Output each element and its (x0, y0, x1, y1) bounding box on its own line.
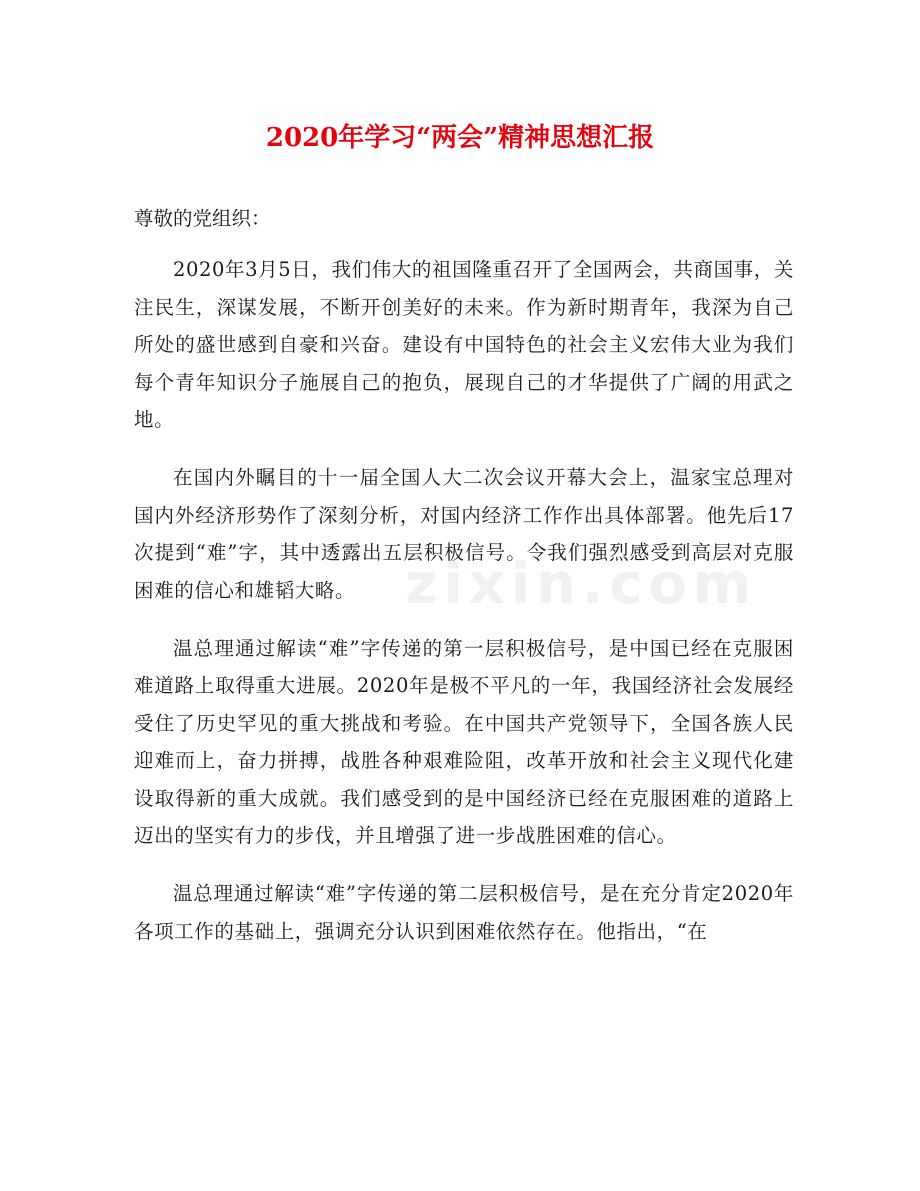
salutation: 尊敬的党组织： (134, 207, 271, 230)
document-title: 2020年学习“两会”精神思想汇报 (265, 123, 655, 153)
paragraph-1: 2020年3月5日，我们伟大的祖国隆重召开了全国两会，共商国事，关注民生，深谋发展，不断开创美好的未来。作为新时期青年，我深为自己所处的盛世感到自豪和兴奋。建设有中国特色的社会主义宏伟大业为我们每个青年知识分子施展自己的抱负，展现自己的才华提供了广阔的用武之地。 (134, 258, 794, 431)
paragraph-4: 温总理通过解读“难”字传递的第二层积极信号，是在充分肯定2020年各项工作的基础上，强调充分认识到困难依然存在。他指出，“在 (134, 882, 794, 943)
document-body (134, 251, 794, 971)
paragraph-2: 在国内外瞩目的十一届全国人大二次会议开幕大会上，温家宝总理对国内外经济形势作了深刻分析，对国内经济工作作出具体部署。他先后17次提到“难”字，其中透露出五层积极信号。令我们强烈感受到高层对克服困难的信心和雄韬大略。 (134, 466, 794, 602)
watermark: zixin.com (405, 552, 758, 617)
paragraph-3: 温总理通过解读“难”字传递的第一层积极信号，是中国已经在克服困难道路上取得重大进展。2020年是极不平凡的一年，我国经济社会发展经受住了历史罕见的重大挑战和考验。在中国共产党领导下，全国各族人民迎难而上，奋力拼搏，战胜各种艰难险阻，改革开放和社会主义现代化建设取得新的重大成就。我们感受到的是中国经济已经在克服困难的道路上迈出的坚实有力的步伐，并且增强了进一步战胜困难的信心。 (134, 636, 794, 847)
